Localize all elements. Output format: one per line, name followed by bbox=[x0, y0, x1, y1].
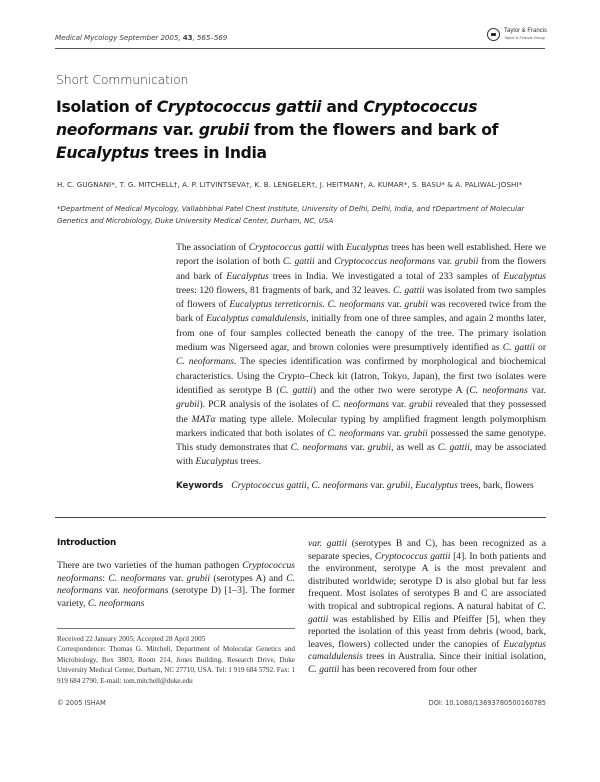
intro-column-right: var. gattii (serotypes B and C), has been recognized as a separate species, Cryptococcus gattii [4]. In both patients and the environment, serotype A is the most prevalent and distributed worldwide; serotype D is also global but far less frequent. Most isolates of serotypes B and C are associated with tropical and subtropical regions. A natural habitat of C. gattii was established by Ellis and Pfeiffer [5], when they reported the isolation of this yeast from debris (wood, bark, leaves, flowers) collected under the canopies of Eucalyptus camaldulensis trees in Australia. Since their initial isolation, C. gattii has been recovered from four other bbox=[308, 538, 546, 675]
footnotes bbox=[57, 634, 295, 686]
received-dates: Received 22 January 2005; Accepted 28 April 2005 bbox=[57, 635, 206, 643]
publisher-logo-icon bbox=[487, 28, 500, 41]
author-list: H. C. GUGNANI*, T. G. MITCHELL†, A. P. LITVINTSEVA†, K. B. LENGELER†, J. HEITMAN†, A. KUMAR*, S. BASU* & A. PALIWAL-JOSHI* bbox=[57, 180, 523, 189]
issue-date: September 2005, bbox=[119, 33, 181, 42]
publisher-logo bbox=[487, 26, 549, 46]
doi: DOI: 10.1080/13693780500160785 bbox=[428, 699, 546, 707]
article-title: Isolation of Cryptococcus gattii and Cryptococcus neoformans var. grubii from the flowers and bark of Eucalyptus trees in India bbox=[56, 98, 499, 162]
intro-column-left: There are two varieties of the human pathogen Cryptococcus neoformans: C. neoformans var. grubii (serotypes A) and C. neoformans var. neoformans (serotype D) [1–3]. The former variety, C. neoformans bbox=[57, 560, 295, 609]
copyright-notice: © 2005 ISHAM bbox=[57, 699, 106, 707]
article-type: Short Communication bbox=[56, 72, 189, 87]
abstract-divider bbox=[55, 517, 546, 518]
publisher-name: Taylor & Francis bbox=[504, 28, 548, 34]
header-divider bbox=[55, 48, 545, 49]
affiliations: *Department of Medical Mycology, Vallabhbhai Patel Chest Institute, University of Delhi, Delhi, India, and †Department of Molecular Genetics and Microbiology, Duke University Medical Center, Durham, NC, USA bbox=[57, 204, 525, 225]
correspondence: Correspondence: Thomas G. Mitchell, Department of Molecular Genetics and Microbiology, Box 3803, Room 214, Jones Building, Research Drive, Duke University Medical Center, Durham, NC 27710, USA. Tel: 1 919 684 5792. Fax: 1 919 684 2790. E-mail: tom.mitchell@duke.edu bbox=[57, 645, 295, 685]
keywords-label: Keywords bbox=[176, 481, 224, 491]
section-heading-introduction: Introduction bbox=[57, 538, 117, 548]
keywords: Keywords Cryptococcus gattii, C. neoformans var. grubii, Eucalyptus trees, bark, flowers bbox=[176, 480, 534, 491]
running-head bbox=[55, 33, 545, 42]
publisher-group: Taylor & Francis Group bbox=[504, 35, 545, 40]
journal-name: Medical Mycology bbox=[55, 33, 118, 42]
abstract: The association of Cryptococcus gattii with Eucalyptus trees has been well established. Here we report the isolation of both C. gattii and Cryptococcus neoformans var. grubii from the flowers and bark of Eucalyptus trees in India. We investigated a total of 233 samples of Eucalyptus trees: 120 flowers, 81 fragments of bark, and 32 leaves. C. gattii was isolated from two samples of flowers of Eucalyptus terreticornis. C. neoformans var. grubii was recovered twice from the bark of Eucalyptus camaldulensis, initially from one of three samples, and again 2 months later, from one of four samples collected beneath the canopy of the tree. The primary isolation medium was Nigerseed agar, and brown colonies were presumptively identified as C. gattii or C. neoformans. The species identification was confirmed by morphological and biochemical characteristics. Using the Crypto–Check kit (Iatron, Tokyo, Japan), the first two isolates were identified as serotype B (C. gattii) and the other two were serotype A (C. neoformans var. grubii). PCR analysis of the isolates of C. neoformans var. grubii revealed that they possessed the MATα mating type allele. Molecular typing by amplified fragment length polymorphism markers indicated that both isolates of C. neoformans var. grubii possessed the same genotype. This study demonstrates that C. neoformans var. grubii, as well as C. gattii, may be associated with Eucalyptus trees. bbox=[176, 242, 547, 468]
volume-number: 43 bbox=[182, 33, 193, 42]
footnote-divider bbox=[57, 628, 295, 629]
page-range: , 565–569 bbox=[192, 33, 228, 42]
